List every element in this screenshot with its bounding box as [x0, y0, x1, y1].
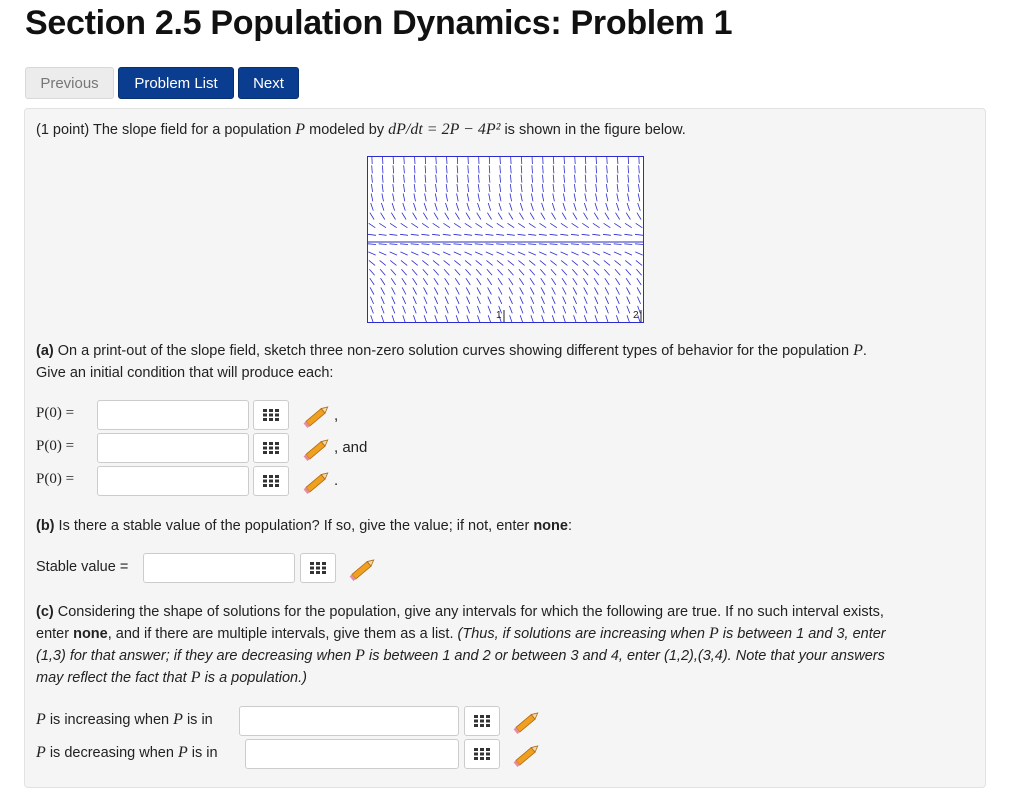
inc-var-1: P: [36, 711, 46, 728]
pencil-icon[interactable]: [302, 469, 332, 495]
pencil-icon[interactable]: [302, 436, 332, 462]
pencil-icon[interactable]: [512, 742, 542, 768]
slope-segment: [553, 156, 554, 164]
slope-segment: [543, 156, 544, 164]
part-c-line1: Considering the shape of solutions for the population, give any intervals for which the following are true. If no such interval exists,: [58, 604, 884, 620]
p0-label-2: P(0) =: [36, 438, 74, 455]
pencil-icon[interactable]: [348, 556, 378, 582]
slope-segment: [447, 156, 448, 164]
dec-var-2: P: [178, 744, 188, 761]
tick-label-1: 1: [496, 310, 502, 321]
part-b-question: Is there a stable value of the population? If so, give the value; if not, enter: [59, 518, 530, 534]
slope-segment: [436, 156, 437, 164]
slope-segment: [489, 156, 490, 164]
increasing-label: [36, 711, 213, 729]
part-b-label: (b): [36, 518, 55, 534]
matrix-grid-icon[interactable]: [253, 400, 289, 430]
slope-segment: [575, 156, 576, 164]
matrix-grid-icon[interactable]: [253, 433, 289, 463]
p0-label-3: P(0) =: [36, 471, 74, 488]
stable-value-label: Stable value =: [36, 559, 128, 575]
intro-var: P: [295, 121, 305, 138]
sep-period: .: [334, 472, 338, 489]
sep-comma-1: ,: [334, 407, 338, 424]
part-c-var-3: P: [191, 669, 201, 686]
matrix-grid-icon[interactable]: [253, 466, 289, 496]
intro-prefix: (1 point) The slope field for a population: [36, 122, 291, 138]
part-b-text: [36, 515, 572, 537]
dec-text: is decreasing when: [50, 745, 174, 761]
slope-field-figure: [367, 156, 644, 323]
slope-segment: [500, 156, 501, 164]
part-c-enter: enter: [36, 626, 69, 642]
intro-suffix: is shown in the figure below.: [504, 122, 685, 138]
slope-segment: [521, 156, 522, 164]
p0-input-3[interactable]: [97, 466, 249, 496]
next-button[interactable]: Next: [238, 67, 299, 99]
figure-frame: [368, 157, 644, 323]
part-a-label: (a): [36, 343, 54, 359]
part-c-line2b: , and if there are multiple intervals, give them as a list.: [108, 626, 454, 642]
dec-var-1: P: [36, 744, 46, 761]
pencil-icon[interactable]: [302, 403, 332, 429]
slope-segment: [415, 156, 416, 164]
slope-segment: [404, 156, 405, 164]
slope-segment: [468, 156, 469, 164]
pencil-icon[interactable]: [512, 709, 542, 735]
slope-segment: [393, 156, 394, 164]
decreasing-label: [36, 744, 218, 762]
slope-segment: [457, 156, 458, 164]
matrix-grid-icon[interactable]: [464, 739, 500, 769]
slope-segment: [382, 156, 383, 164]
part-c-var-2: P: [355, 647, 365, 664]
slope-segment: [607, 156, 608, 164]
inc-var-2: P: [173, 711, 183, 728]
sep-and: , and: [334, 439, 367, 456]
part-c-var-1: P: [709, 625, 719, 642]
p0-input-1[interactable]: [97, 400, 249, 430]
part-c-line4a: may reflect the fact that: [36, 670, 187, 686]
part-b-colon: :: [568, 518, 572, 534]
slope-segment: [596, 156, 597, 164]
intro-modeled: modeled by: [309, 122, 384, 138]
problem-list-button[interactable]: Problem List: [118, 67, 234, 99]
slope-segment: [564, 156, 565, 164]
slope-segment: [511, 156, 512, 164]
part-a-text: (a) On a print-out of the slope field, sketch three non-zero solution curves showing different types of behavior for the population P. Give an initial condition that will produce each:: [36, 340, 966, 384]
slope-segment: [617, 156, 618, 164]
page-title: Section 2.5 Population Dynamics: Problem 1: [25, 4, 732, 43]
part-c-line2c: (Thus, if solutions are increasing when: [458, 626, 705, 642]
inc-is-in: is in: [187, 712, 213, 728]
part-c-line2d: is between 1 and 3, enter: [723, 626, 886, 642]
slope-segment: [628, 156, 629, 164]
p0-label-1: P(0) =: [36, 405, 74, 422]
part-a-line2: Give an initial condition that will produce each:: [36, 365, 333, 381]
matrix-grid-icon[interactable]: [464, 706, 500, 736]
tick-label-2: 2: [633, 310, 639, 321]
stable-value-input[interactable]: [143, 553, 295, 583]
intro-equation: dP/dt = 2P − 4P²: [388, 121, 500, 138]
matrix-grid-icon[interactable]: [300, 553, 336, 583]
p0-input-2[interactable]: [97, 433, 249, 463]
dec-is-in: is in: [192, 745, 218, 761]
increasing-input[interactable]: [239, 706, 459, 736]
part-c-text: [36, 601, 971, 689]
part-c-label: (c): [36, 604, 54, 620]
part-a-line1: On a print-out of the slope field, sketch three non-zero solution curves showing different types of behavior for the population: [58, 343, 849, 359]
previous-button[interactable]: Previous: [25, 67, 114, 99]
part-c-line3b: is between 1 and 2 or between 3 and 4, enter (1,2),(3,4). Note that your answers: [369, 648, 885, 664]
inc-text: is increasing when: [50, 712, 169, 728]
part-c-none: none: [73, 626, 108, 642]
problem-intro: [36, 119, 686, 141]
part-c-line3a: (1,3) for that answer; if they are decreasing when: [36, 648, 351, 664]
part-c-line4b: is a population.): [205, 670, 307, 686]
decreasing-input[interactable]: [245, 739, 459, 769]
part-a-var: P: [853, 342, 863, 359]
part-b-none: none: [533, 518, 568, 534]
